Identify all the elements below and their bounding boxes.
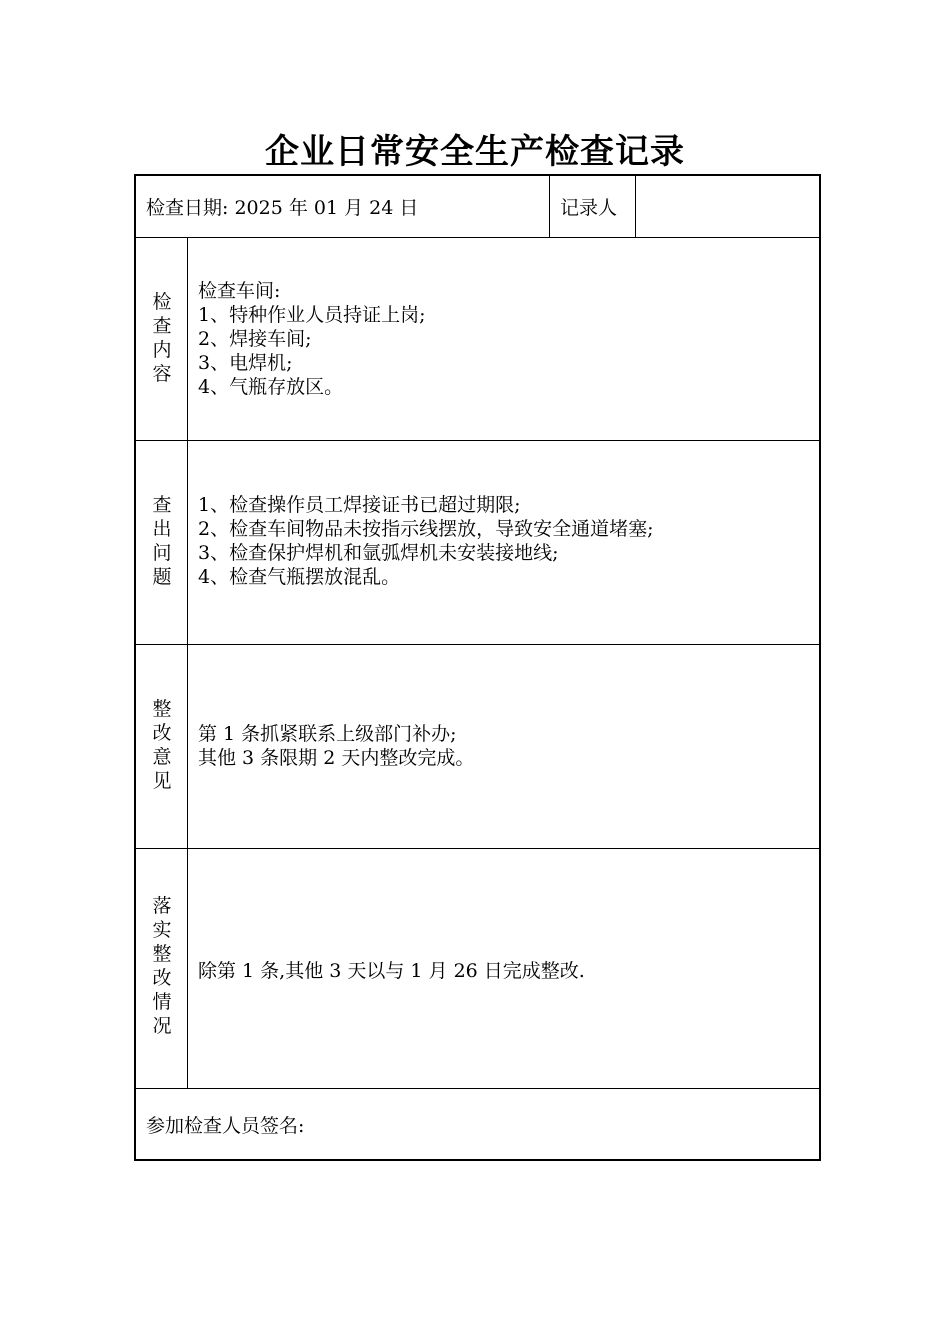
- signature-label: 参加检查人员签名:: [146, 1115, 305, 1137]
- inspection-record-table: [134, 174, 821, 1161]
- issues-found-text[interactable]: 1、检查操作员工焊接证书已超过期限; 2、检查车间物品未按指示线摆放，导致安全通道堵塞; 3、检查保护焊机和氩弧焊机未安装接地线; 4、检查气瓶摆放混乱。: [198, 494, 654, 588]
- document-title: 企业日常安全生产检查记录: [265, 132, 685, 172]
- row-divider: [136, 848, 819, 849]
- row-divider: [136, 644, 819, 645]
- section-label-issues-found: 查 出 问 题: [152, 494, 172, 588]
- section-label-inspection-content: 检 查 内 容: [152, 291, 172, 385]
- row-divider: [136, 237, 819, 238]
- inspection-content-text[interactable]: 检查车间: 1、特种作业人员持证上岗; 2、焊接车间; 3、电焊机; 4、气瓶存放区。: [198, 280, 426, 398]
- rectification-opinion-text[interactable]: 第 1 条抓紧联系上级部门补办; 其他 3 条限期 2 天内整改完成。: [198, 723, 475, 769]
- section-label-implementation-status: 落 实 整 改 情 况: [152, 895, 172, 1037]
- recorder-label: 记录人: [560, 197, 618, 219]
- header-divider-2: [635, 176, 636, 237]
- implementation-status-text[interactable]: 除第 1 条,其他 3 天以与 1 月 26 日完成整改.: [198, 960, 585, 982]
- row-divider: [136, 1088, 819, 1089]
- header-divider-1: [549, 176, 550, 237]
- section-label-rectification-opinion: 整 改 意 见: [152, 698, 172, 792]
- inspection-date-label: 检查日期: 2025 年 01 月 24 日: [146, 197, 419, 219]
- row-divider: [136, 440, 819, 441]
